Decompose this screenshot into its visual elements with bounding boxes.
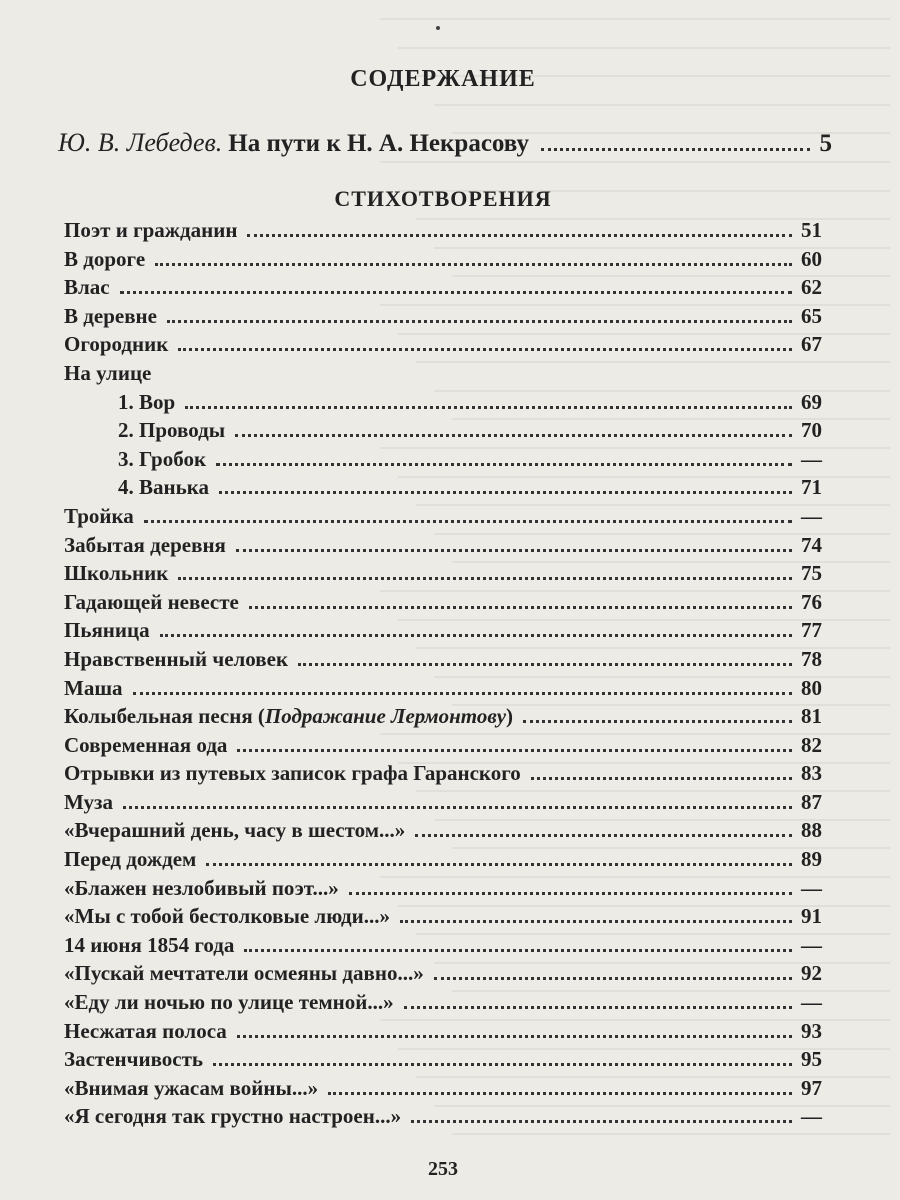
toc-subentry: [64, 475, 822, 504]
dot-leader: [328, 1092, 792, 1095]
toc-entry-title: Муза: [64, 789, 113, 814]
toc-entry-title: 2. Проводы: [118, 418, 226, 443]
toc-entry-title: В деревне: [64, 303, 157, 328]
toc-entry: [64, 904, 822, 933]
toc-entry: [64, 247, 822, 276]
toc-entry-title-main: Колыбельная песня (: [64, 704, 265, 729]
toc-entry-title: Пьяница: [64, 618, 150, 643]
toc-entry: [64, 618, 822, 647]
toc-page-number: 78: [801, 646, 822, 671]
toc-entry: [64, 761, 822, 790]
toc-page-number: 91: [801, 904, 822, 929]
dot-leader: [531, 777, 792, 780]
toc-entry-title: Тройка: [64, 503, 134, 528]
dot-leader: [434, 977, 792, 980]
toc-entry-title: Маша: [64, 675, 123, 700]
toc-entry: [64, 561, 822, 590]
toc-entry: [64, 304, 822, 333]
toc-entry: [64, 876, 822, 905]
dot-leader: [219, 491, 792, 494]
toc-entry-title: «Вчерашний день, часу в шестом...»: [64, 818, 406, 843]
toc-entry-title: [64, 704, 513, 729]
toc-entry-title: Застенчивость: [64, 1047, 204, 1072]
dot-leader: [298, 663, 792, 666]
toc-entry-title: Забытая деревня: [64, 532, 226, 557]
toc-page-number: 65: [801, 303, 822, 328]
toc-page-number: 75: [801, 561, 822, 586]
dot-leader: [411, 1120, 792, 1123]
dot-leader: [160, 634, 792, 637]
toc-entry: [64, 676, 822, 705]
lead-title: На пути к Н. А. Некрасову: [228, 130, 529, 157]
toc-page-number: 60: [801, 246, 822, 271]
toc-entry-title-italic: Подражание Лермонтову: [264, 704, 507, 729]
lead-author: Ю. В. Лебедев.: [58, 128, 223, 157]
page-number: 253: [428, 1158, 458, 1180]
toc-page-number: 95: [801, 1047, 822, 1072]
page-title: СОДЕРЖАНИЕ: [350, 66, 536, 92]
toc-entry-title: Перед дождем: [64, 847, 197, 872]
toc-entry: [64, 1104, 822, 1133]
section-heading: СТИХОТВОРЕНИЯ: [334, 186, 552, 211]
dot-leader: [120, 291, 792, 294]
dot-leader: [216, 463, 792, 466]
toc-entry-title: Отрывки из путевых записок графа Гаранского: [64, 761, 521, 786]
toc-entry: [64, 1076, 822, 1105]
dot-leader: [541, 148, 810, 151]
dot-leader: [404, 1006, 792, 1009]
toc-entry: [64, 218, 822, 247]
toc-page-number: —: [801, 932, 822, 957]
dot-leader: [236, 549, 792, 552]
toc-entry-title: 14 июня 1854 года: [64, 932, 235, 957]
toc-entry-title: Влас: [64, 275, 110, 300]
dot-leader: [249, 606, 792, 609]
toc-page-number: 77: [801, 618, 822, 643]
toc-subentry: [64, 390, 822, 419]
toc-entry: [64, 1047, 822, 1076]
toc-page-number: —: [801, 503, 822, 528]
toc-page-number: 80: [801, 675, 822, 700]
toc-entry: [64, 933, 822, 962]
toc-entry-title: Нравственный человек: [64, 646, 289, 671]
toc-page-number: 93: [801, 1018, 822, 1043]
contents-page: [58, 0, 832, 1200]
toc-page-number: 83: [801, 761, 822, 786]
toc-entry-title: Поэт и гражданин: [64, 218, 238, 242]
toc-entry-title: «Еду ли ночью по улице темной...»: [64, 990, 394, 1015]
toc-page-number: 97: [801, 1075, 822, 1100]
lead-page-number: 5: [819, 130, 832, 157]
dot-leader: [237, 1035, 792, 1038]
dot-leader: [133, 692, 792, 695]
dot-leader: [155, 263, 792, 266]
toc-subentry: [64, 418, 822, 447]
toc-group-heading: [64, 361, 822, 390]
toc-entry: [64, 332, 822, 361]
toc-entry-title-close: ): [506, 704, 514, 729]
toc-page-number: 76: [801, 589, 822, 614]
toc-entry: [64, 990, 822, 1019]
toc-entry-title: 1. Вор: [118, 389, 176, 414]
toc-list: [64, 218, 822, 1133]
dot-leader: [244, 949, 792, 952]
toc-page-number: 82: [801, 732, 822, 757]
toc-entry: [64, 961, 822, 990]
toc-entry: [64, 590, 822, 619]
toc-page-number: 62: [801, 275, 822, 300]
toc-entry: [64, 847, 822, 876]
toc-entry: [64, 704, 822, 733]
dot-leader: [206, 863, 792, 866]
toc-entry-title: Гадающей невесте: [64, 589, 239, 614]
toc-entry: [64, 733, 822, 762]
toc-entry-title: Современная ода: [64, 732, 228, 757]
dot-leader: [415, 834, 792, 837]
dot-leader: [247, 234, 792, 237]
toc-entry-title: Огородник: [64, 332, 169, 357]
toc-page-number: 81: [801, 704, 822, 729]
toc-page-number: —: [801, 1104, 822, 1129]
toc-page-number: 87: [801, 789, 822, 814]
dot-leader: [235, 434, 792, 437]
dot-leader: [123, 806, 792, 809]
toc-entry-title: «Мы с тобой бестолковые люди...»: [64, 904, 391, 929]
toc-entry: [64, 1019, 822, 1048]
toc-entry: [64, 818, 822, 847]
toc-page-number: 70: [801, 418, 822, 443]
dot-leader: [349, 892, 792, 895]
toc-page-number: 88: [801, 818, 822, 843]
toc-entry: [64, 533, 822, 562]
toc-page-number: 51: [801, 218, 822, 242]
toc-entry-title: 3. Гробок: [118, 446, 207, 471]
toc-entry: [64, 790, 822, 819]
printer-mark: [436, 26, 440, 30]
toc-entry: [64, 504, 822, 533]
toc-page-number: 74: [801, 532, 822, 557]
toc-page-number: —: [801, 875, 822, 900]
dot-leader: [167, 320, 792, 323]
dot-leader: [400, 920, 792, 923]
toc-entry-title: Школьник: [64, 561, 169, 586]
toc-page-number: 92: [801, 961, 822, 986]
toc-page-number: —: [801, 990, 822, 1015]
dot-leader: [178, 348, 792, 351]
dot-leader: [237, 749, 792, 752]
toc-page-number: 69: [801, 389, 822, 414]
toc-page-number: 71: [801, 475, 822, 500]
toc-entry-title: В дороге: [64, 246, 146, 271]
toc-entry-title: «Я сегодня так грустно настроен...»: [64, 1104, 402, 1129]
toc-entry-title: «Блажен незлобивый поэт...»: [64, 875, 339, 900]
toc-page-number: 67: [801, 332, 822, 357]
toc-subentry: [64, 447, 822, 476]
toc-entry-title: «Внимая ужасам войны...»: [64, 1075, 319, 1100]
toc-entry-title: 4. Ванька: [118, 475, 209, 500]
toc-entry-title: На улице: [64, 360, 152, 385]
toc-entry: [64, 275, 822, 304]
dot-leader: [144, 520, 792, 523]
toc-page-number: 89: [801, 847, 822, 872]
toc-lead-entry: [58, 128, 832, 158]
dot-leader: [213, 1063, 792, 1066]
toc-entry: [64, 647, 822, 676]
dot-leader: [178, 577, 792, 580]
toc-entry-title: Несжатая полоса: [64, 1018, 227, 1043]
dot-leader: [523, 720, 792, 723]
dot-leader: [185, 406, 792, 409]
toc-page-number: —: [801, 446, 822, 471]
toc-entry-title: «Пускай мечтатели осмеяны давно...»: [64, 961, 424, 986]
